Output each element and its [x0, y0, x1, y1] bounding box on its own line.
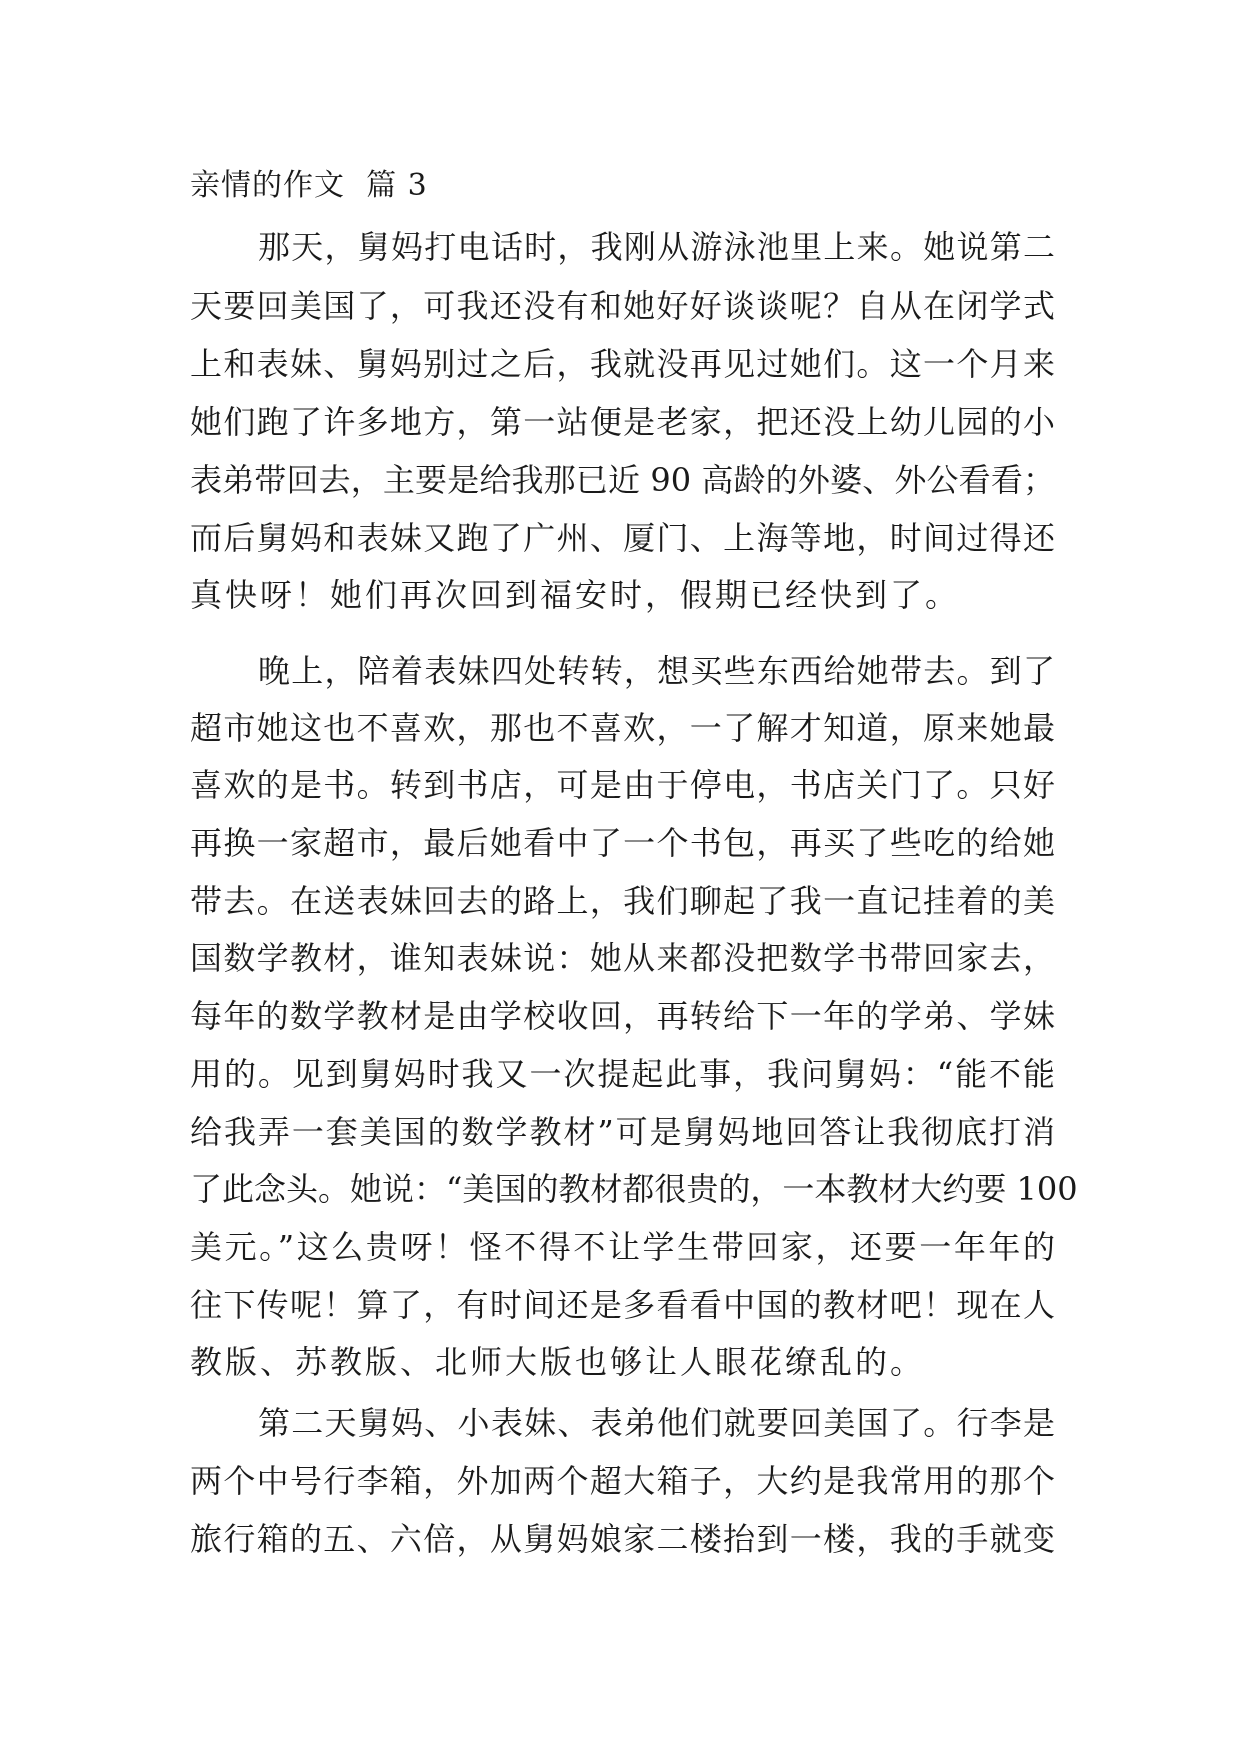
paragraph-2-line-4: 再换一家超市，最后她看中了一个书包，再买了些吃的给她: [190, 824, 1055, 862]
paragraph-2-line-12: 往下传呢！算了，有时间还是多看看中国的教材吧！现在人: [190, 1286, 1055, 1324]
paragraph-2-line-2: 超市她这也不喜欢，那也不喜欢，一了解才知道，原来她最: [190, 709, 1055, 747]
paragraph-3-line-2: 两个中号行李箱，外加两个超大箱子，大约是我常用的那个: [190, 1462, 1055, 1500]
paragraph-1-line-2: 天要回美国了，可我还没有和她好好谈谈呢？自从在闭学式: [190, 287, 1055, 325]
paragraph-2-line-1: 晚上，陪着表妹四处转转，想买些东西给她带去。到了: [258, 652, 1055, 690]
paragraph-1-line-5: 表弟带回去，主要是给我那已近 90 高龄的外婆、外公看看；: [190, 461, 1055, 499]
paragraph-1-line-4: 她们跑了许多地方，第一站便是老家，把还没上幼儿园的小: [190, 403, 1055, 441]
paragraph-1-line-7: 真快呀！她们再次回到福安时，假期已经快到了。: [190, 576, 961, 614]
paragraph-2-line-6: 国数学教材，谁知表妹说：她从来都没把数学书带回家去，: [190, 939, 1055, 977]
paragraph-2-line-9: 给我弄一套美国的数学教材”可是舅妈地回答让我彻底打消: [190, 1113, 1055, 1151]
paragraph-2-line-7: 每年的数学教材是由学校收回，再转给下一年的学弟、学妹: [190, 997, 1055, 1035]
paragraph-1-line-3: 上和表妹、舅妈别过之后，我就没再见过她们。这一个月来: [190, 345, 1055, 383]
paragraph-2-line-8: 用的。见到舅妈时我又一次提起此事，我问舅妈：“能不能: [190, 1055, 1055, 1093]
paragraph-2-line-3: 喜欢的是书。转到书店，可是由于停电，书店关门了。只好: [190, 766, 1055, 804]
paragraph-2-line-5: 带去。在送表妹回去的路上，我们聊起了我一直记挂着的美: [190, 882, 1055, 920]
paragraph-1-line-6: 而后舅妈和表妹又跑了广州、厦门、上海等地，时间过得还: [190, 519, 1055, 557]
paragraph-1-line-1: 那天，舅妈打电话时，我刚从游泳池里上来。她说第二: [258, 228, 1055, 266]
paragraph-2-line-13: 教版、苏教版、北师大版也够让人眼花缭乱的。: [190, 1343, 926, 1381]
paragraph-2-line-11: 美元。”这么贵呀！怪不得不让学生带回家，还要一年年的: [190, 1228, 1055, 1266]
paragraph-3-line-1: 第二天舅妈、小表妹、表弟他们就要回美国了。行李是: [258, 1404, 1055, 1442]
paragraph-2-line-10: 了此念头。她说：“美国的教材都很贵的，一本教材大约要 100: [190, 1170, 1078, 1208]
essay-title: 亲情的作文 篇 3: [190, 168, 428, 203]
paragraph-3-line-3: 旅行箱的五、六倍，从舅妈娘家二楼抬到一楼，我的手就变: [190, 1520, 1055, 1558]
